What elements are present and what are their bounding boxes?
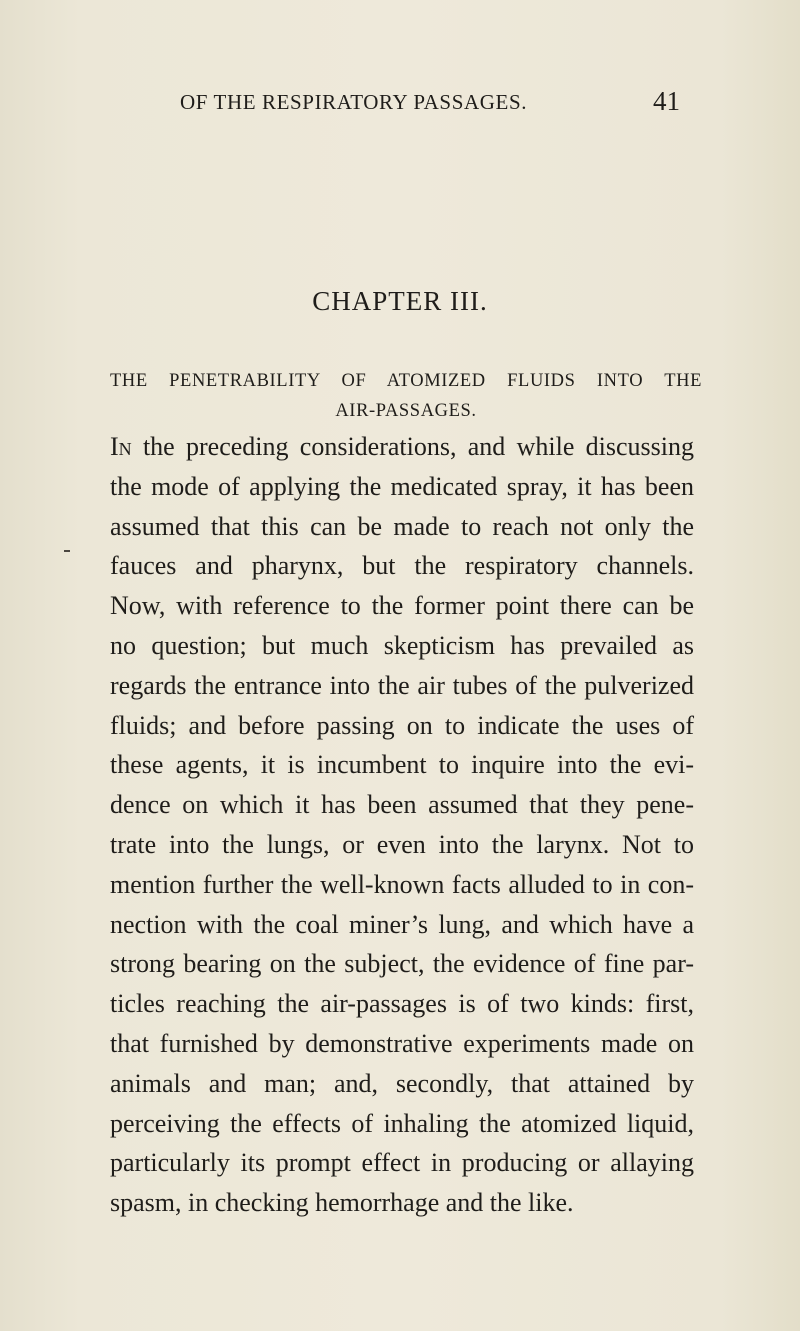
text-line: perceiving the effects of inhaling the atomized liquid, bbox=[110, 1108, 694, 1138]
text-line: spasm, in checking hemorrhage and the like. bbox=[110, 1188, 574, 1218]
text-line: nection with the coal miner’s lung, and which have a bbox=[110, 909, 694, 939]
text-line: fauces and pharynx, but the respiratory channels. bbox=[110, 551, 694, 581]
body-paragraph bbox=[110, 427, 694, 1223]
text-line: regards the entrance into the air tubes of the pulverized bbox=[110, 670, 694, 700]
text-line: these agents, it is incumbent to inquire into the evi- bbox=[110, 750, 694, 780]
text-line: animals and man; and, secondly, that attained by bbox=[110, 1068, 694, 1098]
text-line: mention further the well-known facts alluded to in con- bbox=[110, 869, 694, 899]
text-line: dence on which it has been assumed that they pene- bbox=[110, 790, 694, 820]
text-line: ticles reaching the air-passages is of two kinds: first, bbox=[110, 989, 694, 1019]
opening-word: In bbox=[110, 432, 132, 461]
text-line: Now, with reference to the former point there can be bbox=[110, 591, 694, 621]
text-line: fluids; and before passing on to indicate the uses of bbox=[110, 710, 694, 740]
text-line: no question; but much skepticism has prevailed as bbox=[110, 630, 694, 660]
chapter-subtitle-line-1: THE PENETRABILITY OF ATOMIZED FLUIDS INTO THE bbox=[110, 371, 702, 391]
text-line: particularly its prompt effect in producing or allaying bbox=[110, 1148, 694, 1178]
text-line: trate into the lungs, or even into the larynx. Not to bbox=[110, 829, 694, 859]
chapter-subtitle bbox=[110, 366, 702, 426]
text-line: that furnished by demonstrative experiments made on bbox=[110, 1028, 694, 1058]
text-line: the mode of applying the medicated spray, it has been bbox=[110, 471, 694, 501]
text-line-content: the preceding considerations, and while discussing bbox=[131, 432, 694, 461]
text-line: assumed that this can be made to reach not only the bbox=[110, 511, 694, 541]
text-line bbox=[110, 427, 694, 467]
chapter-title: CHAPTER III. bbox=[312, 286, 488, 316]
page-number: 41 bbox=[653, 86, 680, 116]
running-head bbox=[120, 88, 680, 118]
text-line: strong bearing on the subject, the evidence of fine par- bbox=[110, 949, 694, 979]
margin-mark bbox=[64, 550, 70, 552]
running-title: OF THE RESPIRATORY PASSAGES. bbox=[180, 90, 528, 114]
chapter-subtitle-line-2: AIR-PASSAGES. bbox=[335, 401, 477, 421]
